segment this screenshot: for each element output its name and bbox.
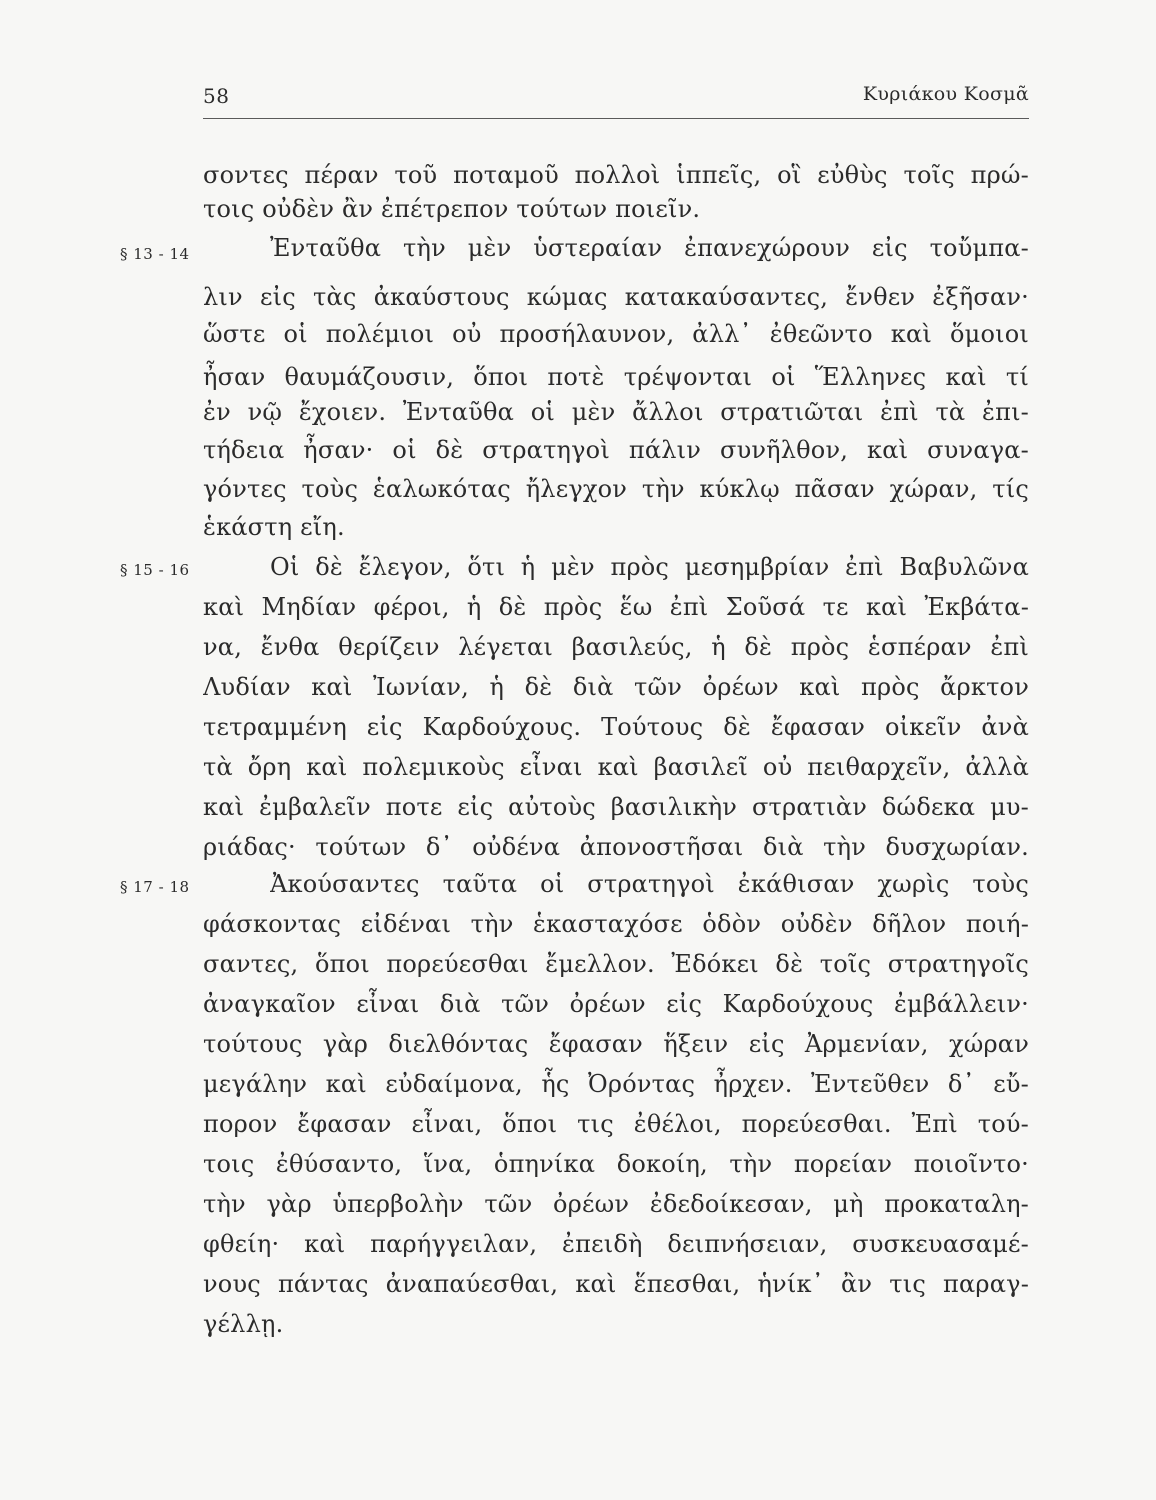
text-line: σοντες πέραν τοῦ ποταμοῦ πολλοὶ ἱππεῖς, οἳ εὐθὺς τοῖς πρώ-	[203, 161, 1029, 189]
section-marker: § 17 - 18	[120, 878, 190, 896]
text-line: Λυδίαν καὶ Ἰωνίαν, ἡ δὲ διὰ τῶν ὀρέων καὶ πρὸς ἄρκτον	[203, 673, 1029, 701]
text-line: λιν εἰς τὰς ἀκαύστους κώμας κατακαύσαντες, ἔνθεν ἐξῆσαν·	[203, 283, 1029, 311]
text-line: ἐν νῷ ἔχοιεν. Ἐνταῦθα οἱ μὲν ἄλλοι στρατιῶται ἐπὶ τὰ ἐπι-	[203, 398, 1029, 426]
section-marker: § 15 - 16	[120, 561, 190, 579]
text-line: τὰ ὄρη καὶ πολεμικοὺς εἶναι καὶ βασιλεῖ οὐ πειθαρχεῖν, ἀλλὰ	[203, 753, 1029, 781]
text-line: φάσκοντας εἰδέναι τὴν ἑκασταχόσε ὁδὸν οὐδὲν δῆλον ποιή-	[203, 910, 1029, 938]
text-line: ριάδας· τούτων δ᾽ οὐδένα ἀπονοστῆσαι διὰ τὴν δυσχωρίαν.	[203, 833, 1029, 861]
text-line: πορον ἔφασαν εἶναι, ὅποι τις ἐθέλοι, πορεύεσθαι. Ἐπὶ τού-	[203, 1110, 1029, 1138]
text-line: ἦσαν θαυμάζουσιν, ὅποι ποτὲ τρέψονται οἱ Ἕλληνες καὶ τί	[203, 363, 1029, 391]
text-line: Ἐνταῦθα τὴν μὲν ὑστεραίαν ἐπανεχώρουν εἰς τοὔμπα-	[270, 234, 1029, 262]
text-line: Οἱ δὲ ἔλεγον, ὅτι ἡ μὲν πρὸς μεσημβρίαν ἐπὶ Βαβυλῶνα	[270, 553, 1029, 581]
text-line: γόντες τοὺς ἑαλωκότας ἤλεγχον τὴν κύκλῳ πᾶσαν χώραν, τίς	[203, 475, 1029, 503]
text-line: Ἀκούσαντες ταῦτα οἱ στρατηγοὶ ἐκάθισαν χωρὶς τοὺς	[270, 870, 1029, 898]
text-line: τοις ἐθύσαντο, ἵνα, ὁπηνίκα δοκοίη, τὴν πορείαν ποιοῖντο·	[203, 1150, 1029, 1178]
text-line: νους πάντας ἀναπαύεσθαι, καὶ ἕπεσθαι, ἡνίκ᾽ ἂν τις παραγ-	[203, 1270, 1029, 1298]
text-line: τούτους γὰρ διελθόντας ἔφασαν ἥξειν εἰς Ἀρμενίαν, χώραν	[203, 1030, 1029, 1058]
text-line: ἀναγκαῖον εἶναι διὰ τῶν ὀρέων εἰς Καρδούχους ἐμβάλλειν·	[203, 990, 1029, 1018]
text-line: σαντες, ὅποι πορεύεσθαι ἔμελλον. Ἐδόκει δὲ τοῖς στρατηγοῖς	[203, 950, 1029, 978]
section-marker: § 13 - 14	[120, 245, 190, 263]
text-line: τὴν γὰρ ὑπερβολὴν τῶν ὀρέων ἐδεδοίκεσαν, μὴ προκαταλη-	[203, 1190, 1029, 1218]
text-line: ὥστε οἱ πολέμιοι οὐ προσήλαυνον, ἀλλ᾽ ἐθεῶντο καὶ ὅμοιοι	[203, 320, 1029, 348]
text-line: να, ἔνθα θερίζειν λέγεται βασιλεύς, ἡ δὲ πρὸς ἑσπέραν ἐπὶ	[203, 633, 1029, 661]
text-line: καὶ ἐμβαλεῖν ποτε εἰς αὐτοὺς βασιλικὴν στρατιὰν δώδεκα μυ-	[203, 793, 1029, 821]
text-line: μεγάλην καὶ εὐδαίμονα, ἧς Ὀρόντας ἦρχεν. Ἐντεῦθεν δ᾽ εὔ-	[203, 1070, 1029, 1098]
header-rule	[203, 118, 1029, 119]
page-number: 58	[203, 84, 230, 108]
text-line: φθείη· καὶ παρήγγειλαν, ἐπειδὴ δειπνήσειαν, συσκευασαμέ-	[203, 1230, 1029, 1258]
text-line: τήδεια ἦσαν· οἱ δὲ στρατηγοὶ πάλιν συνῆλθον, καὶ συναγα-	[203, 436, 1029, 464]
text-line: τοις οὐδὲν ἂν ἐπέτρεπον τούτων ποιεῖν.	[203, 195, 701, 223]
running-title: Κυριάκου Κοσμᾶ	[862, 83, 1029, 105]
text-line: καὶ Μηδίαν φέροι, ἡ δὲ πρὸς ἕω ἐπὶ Σοῦσά τε καὶ Ἐκβάτα-	[203, 593, 1029, 621]
text-line: γέλλῃ.	[203, 1310, 284, 1338]
text-line: ἑκάστη εἴη.	[203, 513, 345, 541]
text-line: τετραμμένη εἰς Καρδούχους. Τούτους δὲ ἔφασαν οἰκεῖν ἀνὰ	[203, 713, 1029, 741]
